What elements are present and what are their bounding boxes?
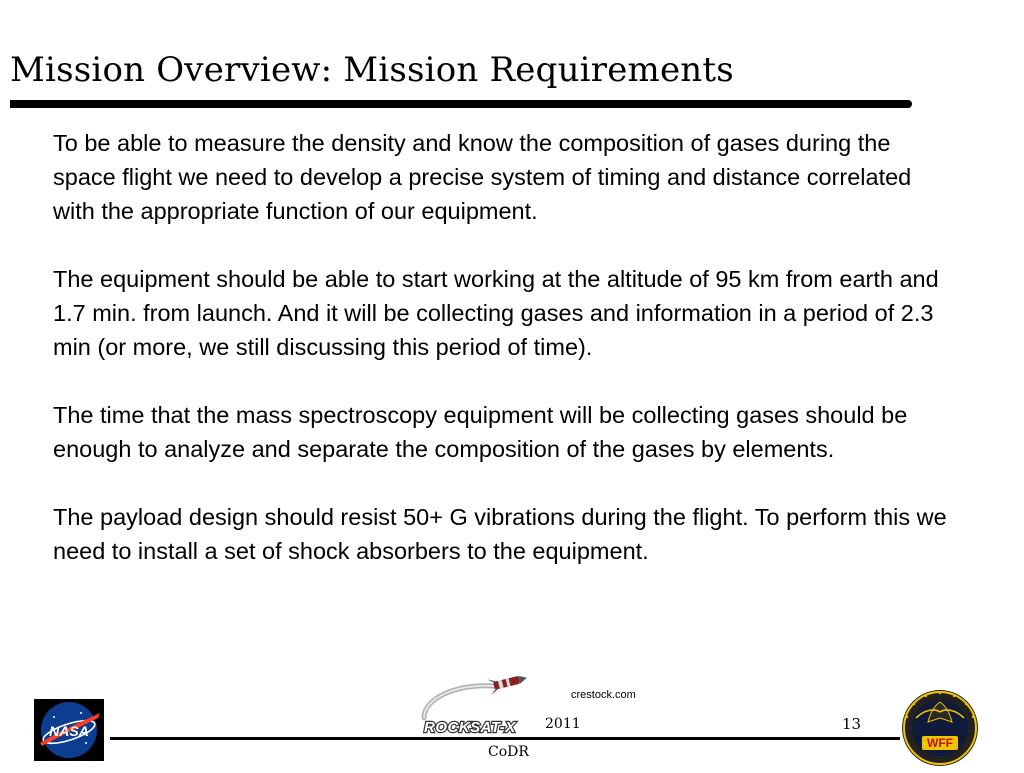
footer-divider <box>110 737 900 740</box>
requirement-paragraph: The payload design should resist 50+ G vibrations during the flight. To perform this we need to install a set of shock absorbers to the equipment. <box>53 504 947 564</box>
rocksat-x-logo <box>416 672 538 738</box>
requirement-paragraph: To be able to measure the density and know the composition of gases during the space flight we need to develop a precise system of timing and distance correlated with the appropriate function of our equipment. <box>53 130 912 224</box>
svg-text:WFF: WFF <box>927 736 953 750</box>
footer-year: 2011 <box>545 716 581 732</box>
svg-text:ROCKSAT-X: ROCKSAT-X <box>424 719 516 736</box>
svg-text:NASA: NASA <box>49 723 89 739</box>
page-number: 13 <box>842 715 862 733</box>
requirement-paragraph: The time that the mass spectroscopy equipment will be collecting gases should be enough to analyze and separate the composition of the gases by elements. <box>53 402 908 462</box>
nasa-logo <box>34 699 104 761</box>
image-credit: crestock.com <box>571 689 636 701</box>
wff-mission-patch <box>900 688 980 768</box>
title-divider <box>10 100 912 108</box>
slide-body <box>53 126 953 568</box>
requirement-paragraph: The equipment should be able to start working at the altitude of 95 km from earth and 1.7 min. from launch. And it will be collecting gases and information in a period of 2.3 min (or more, we still discussing this period of time). <box>53 266 939 360</box>
review-stage-label: CoDR <box>488 744 529 760</box>
slide-title: Mission Overview: Mission Requirements <box>10 50 734 90</box>
